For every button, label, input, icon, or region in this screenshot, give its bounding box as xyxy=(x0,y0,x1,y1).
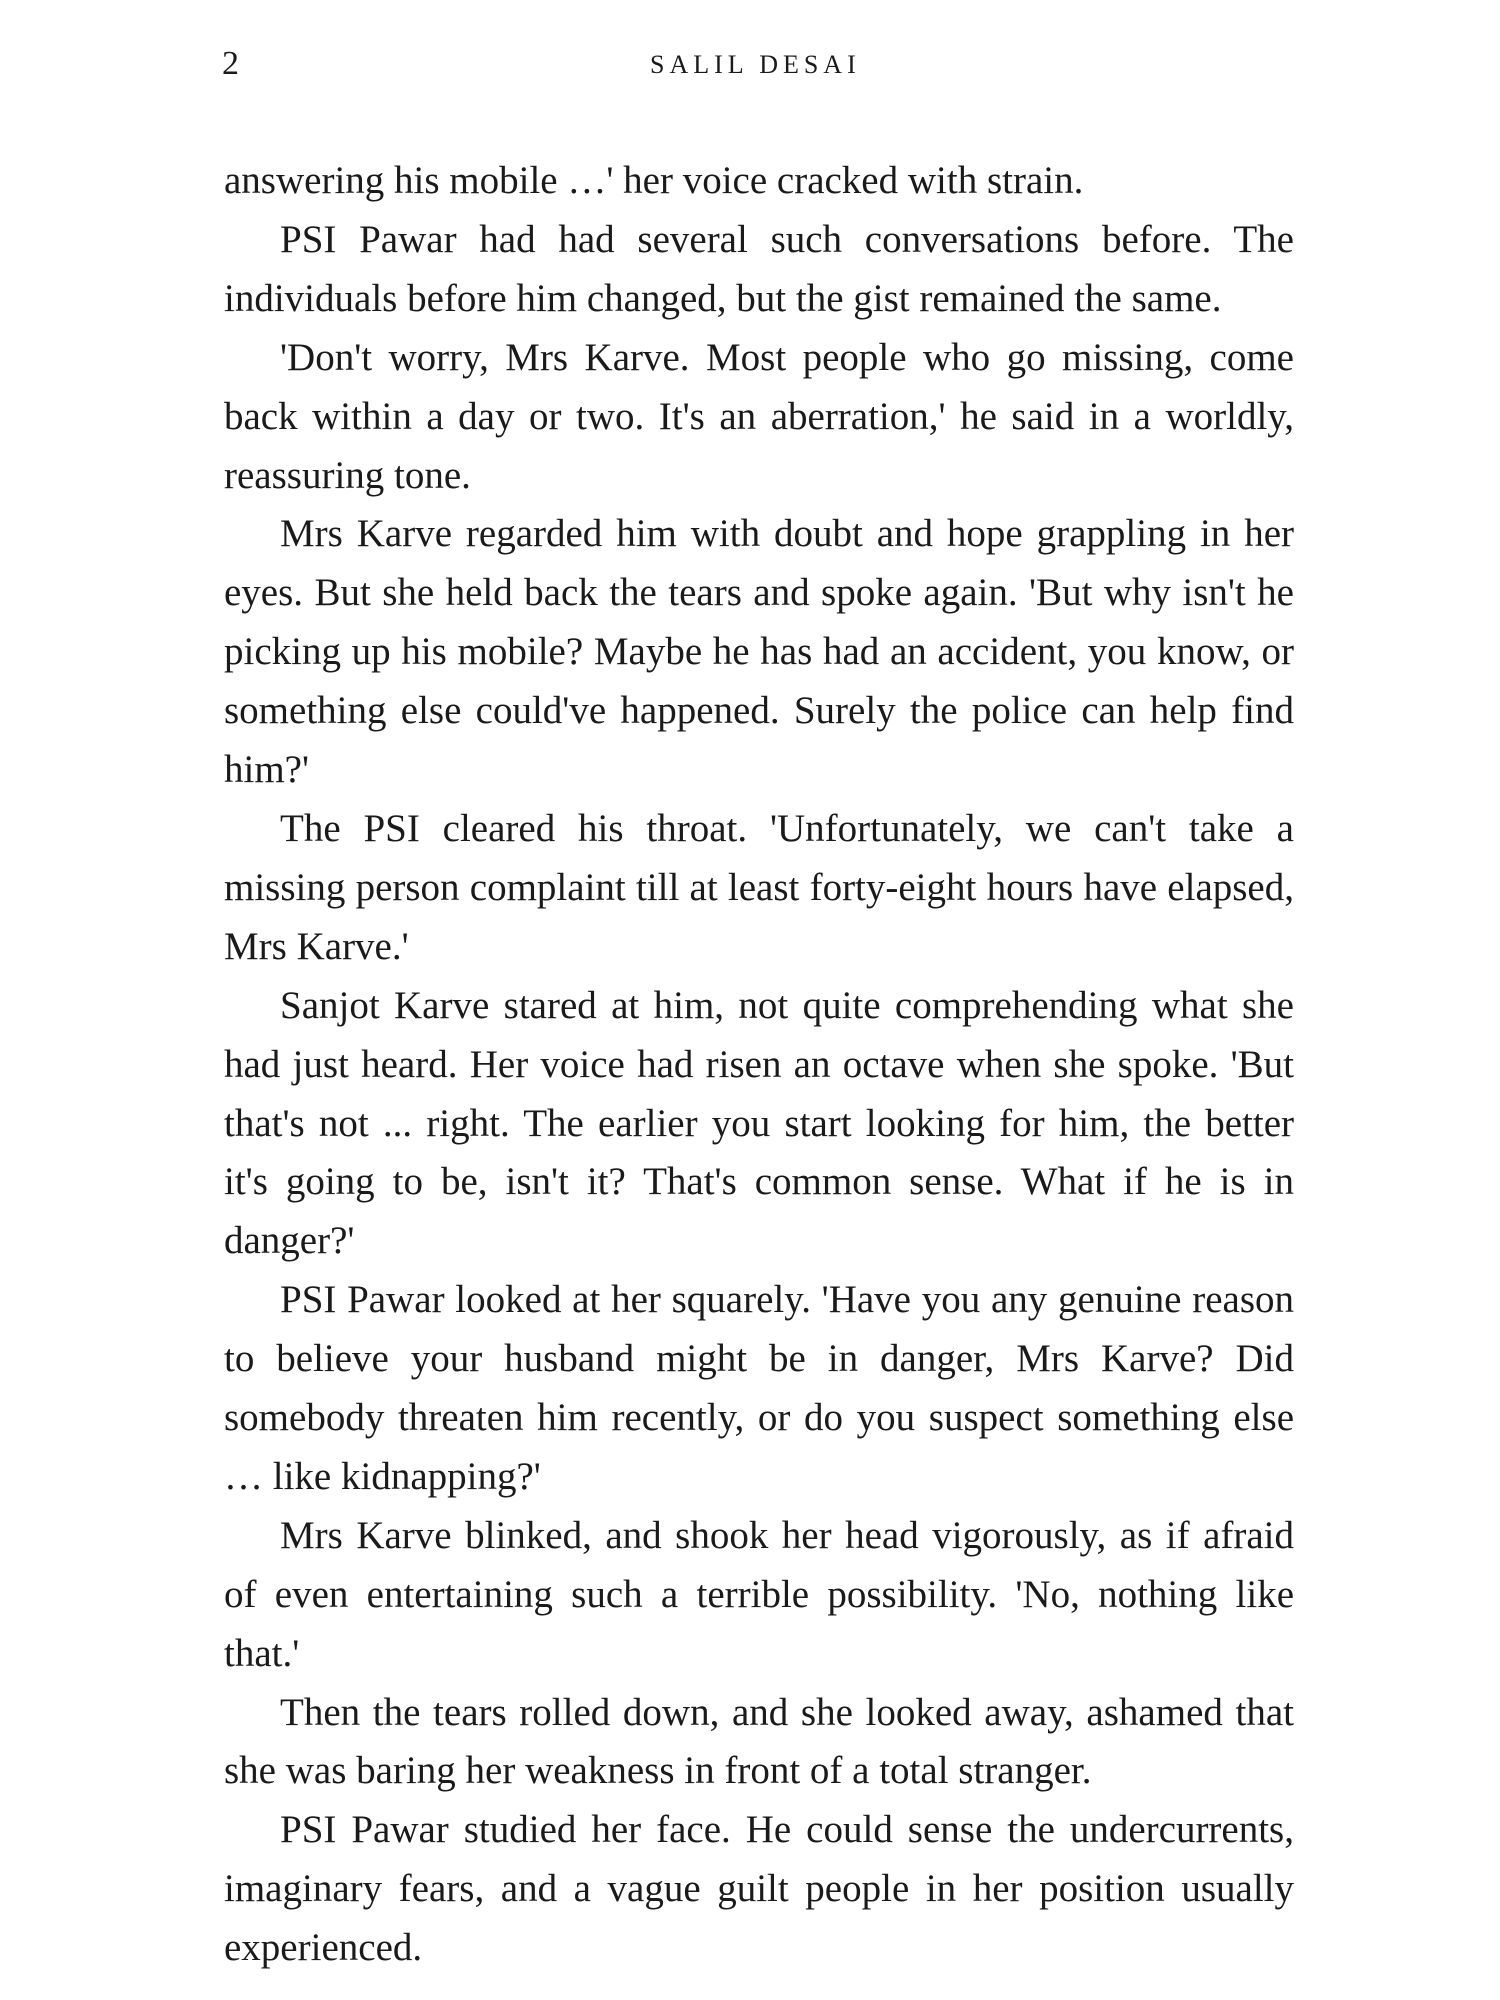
paragraph-7: PSI Pawar looked at her squarely. 'Have you any genuine reason to believe your husband might be in danger, Mrs Karve? Did somebody threaten him recently, or do you suspect something else … like kidnapping?' xyxy=(224,1278,1294,1498)
running-head: SALIL DESAI xyxy=(650,50,861,79)
paragraph-8: Mrs Karve blinked, and shook her head vigorously, as if afraid of even entertaining such a terrible possibility. 'No, nothing like that.' xyxy=(224,1513,1294,1675)
paragraph-6: Sanjot Karve stared at him, not quite comprehending what she had just heard. Her voice had risen an octave when she spoke. 'But that's not ... right. The earlier you start looking for him, the better it's going to be, isn't it? That's common sense. What if he is in danger?' xyxy=(224,983,1294,1263)
paragraph-4: Mrs Karve regarded him with doubt and hope grappling in her eyes. But she held back the tears and spoke again. 'But why isn't he picking up his mobile? Maybe he has had an accident, you know, or something else could've happened. Surely the police can help find him?' xyxy=(224,512,1294,792)
page-number: 2 xyxy=(222,45,239,82)
paragraph-9: Then the tears rolled down, and she looked away, ashamed that she was baring her weakness in front of a total stranger. xyxy=(224,1690,1294,1793)
paragraph-2: PSI Pawar had had several such conversations before. The individuals before him changed, but the gist remained the same. xyxy=(224,217,1294,320)
body-text xyxy=(224,152,1294,1978)
paragraph-5: The PSI cleared his throat. 'Unfortunately, we can't take a missing person complaint till at least forty-eight hours have elapsed, Mrs Karve.' xyxy=(224,806,1294,968)
paragraph-1: answering his mobile …' her voice cracked with strain. xyxy=(224,159,1084,202)
paragraph-3: 'Don't worry, Mrs Karve. Most people who go missing, come back within a day or two. It's an aberration,' he said in a worldly, reassuring tone. xyxy=(224,335,1294,497)
paragraph-10: PSI Pawar studied her face. He could sense the undercurrents, imaginary fears, and a vague guilt people in her position usually experienced. xyxy=(224,1808,1294,1970)
